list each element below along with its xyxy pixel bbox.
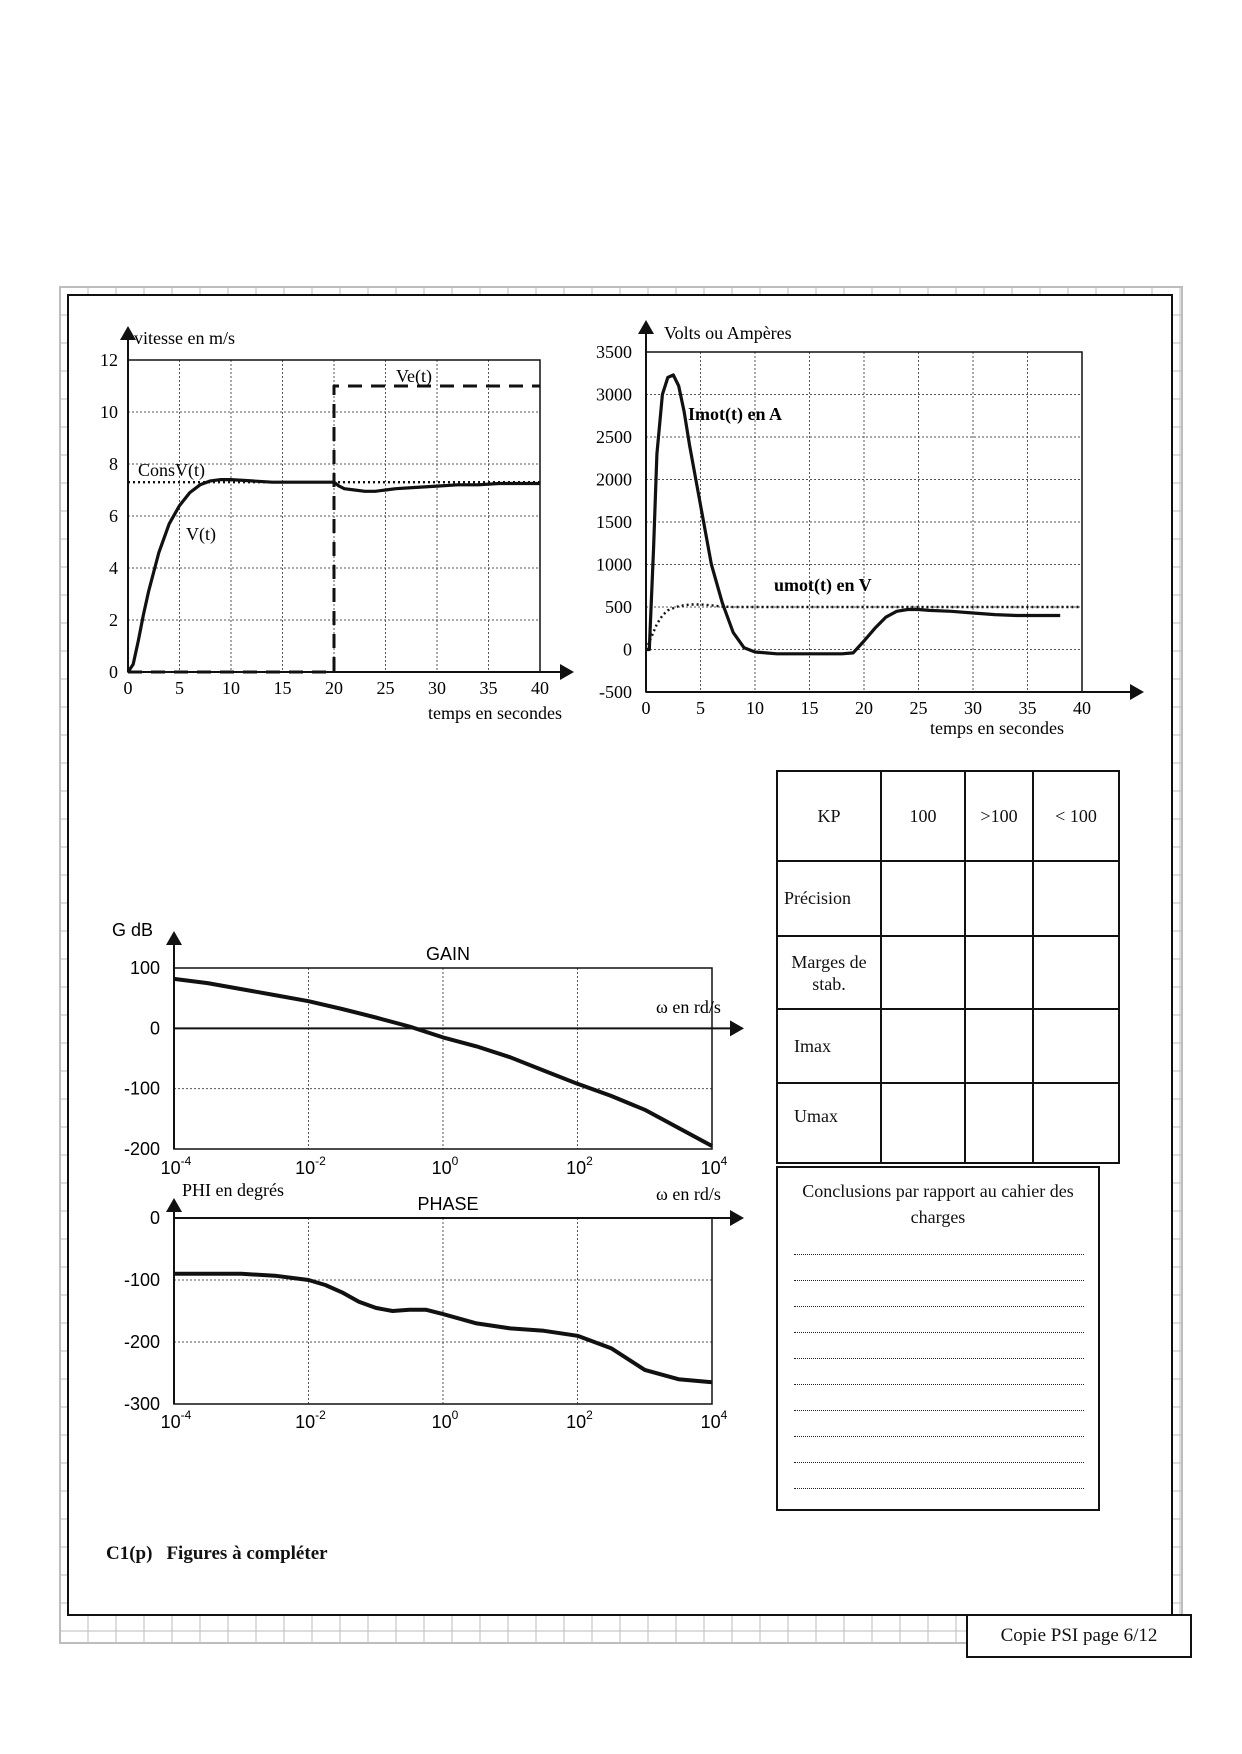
y-tick-label: -500 — [599, 682, 632, 702]
consv-label: ConsV(t) — [138, 460, 205, 480]
x-tick-label: 0 — [641, 698, 651, 718]
x-tick-base: 10 — [295, 1158, 316, 1178]
x-tick-label: 30 — [428, 678, 446, 698]
x-tick-label: 20 — [325, 678, 343, 698]
page-footer: Copie PSI page 6/12 — [966, 1614, 1192, 1658]
results-table — [776, 770, 1120, 1164]
table-header-lt100: < 100 — [1033, 771, 1119, 861]
table-row — [777, 1083, 1119, 1163]
conclusion-box — [776, 1166, 1100, 1511]
umot-label: umot(t) en V — [774, 575, 872, 595]
table-cell[interactable] — [1033, 1083, 1119, 1163]
y-tick-label: -300 — [123, 1394, 160, 1414]
table-cell[interactable] — [1033, 936, 1119, 1009]
answer-line[interactable] — [794, 1384, 1084, 1385]
omega-phase-label: ω en rd/s — [656, 1184, 721, 1204]
y-tick-label: 3000 — [596, 384, 632, 405]
table-header-100: 100 — [881, 771, 965, 861]
y-tick-label: 6 — [109, 506, 118, 526]
x-tick-exponent: 0 — [451, 1154, 459, 1168]
y-axis-label: Volts ou Ampères — [664, 323, 792, 343]
x-tick-label: 40 — [1073, 698, 1091, 718]
y-tick-label: 1000 — [596, 554, 632, 575]
y-tick-label: 0 — [109, 662, 118, 682]
x-tick-base: 10 — [160, 1158, 181, 1178]
x-tick-base: 10 — [431, 1158, 452, 1178]
answer-line[interactable] — [794, 1306, 1084, 1307]
x-tick-exponent: -4 — [180, 1154, 192, 1168]
table-header-row — [777, 771, 1119, 861]
row-label-imax: Imax — [777, 1009, 881, 1083]
y-tick-label: 0 — [149, 1208, 160, 1228]
y-tick-label: 0 — [149, 1018, 160, 1039]
x-tick-base: 10 — [566, 1412, 587, 1432]
table-cell[interactable] — [881, 1083, 965, 1163]
table-row — [777, 1009, 1119, 1083]
answer-line[interactable] — [794, 1358, 1084, 1359]
answer-line[interactable] — [794, 1436, 1084, 1437]
table-cell[interactable] — [965, 1083, 1033, 1163]
x-tick-exponent: -2 — [315, 1154, 326, 1168]
omega-gain-label: ω en rd/s — [656, 997, 721, 1017]
y-tick-label: 0 — [623, 639, 632, 660]
x-tick-exponent: 0 — [451, 1408, 459, 1422]
y-tick-label: 1500 — [596, 512, 632, 532]
imot-label: Imot(t) en A — [688, 404, 782, 424]
y-tick-label: 2500 — [596, 427, 632, 447]
y-tick-label: -200 — [123, 1332, 160, 1352]
y-tick-label: -200 — [123, 1139, 160, 1159]
figure-caption — [106, 1543, 342, 1565]
ve-label: Ve(t) — [396, 366, 432, 386]
x-axis-label: temps en secondes — [428, 703, 562, 723]
y-tick-label: 3500 — [596, 342, 632, 362]
x-tick-label: 0 — [123, 678, 133, 698]
answer-line[interactable] — [794, 1410, 1084, 1411]
y-tick-label: 100 — [129, 958, 160, 978]
table-header-gt100: >100 — [965, 771, 1033, 861]
chart-title: PHASE — [417, 1194, 479, 1214]
x-tick-label: 10 — [222, 678, 240, 698]
answer-line[interactable] — [794, 1254, 1084, 1255]
y-axis-label: G dB — [112, 920, 154, 940]
row-label-marges: Marges de stab. — [777, 936, 881, 1009]
y-tick-label: 12 — [100, 350, 118, 370]
caption-text: Figures à compléter — [166, 1543, 328, 1564]
x-tick-exponent: 4 — [720, 1408, 728, 1422]
table-cell[interactable] — [881, 1009, 965, 1083]
x-tick-exponent: 2 — [586, 1408, 593, 1422]
vt-label: V(t) — [186, 524, 216, 544]
table-cell[interactable] — [1033, 1009, 1119, 1083]
x-tick-label: 25 — [909, 698, 928, 718]
answer-line[interactable] — [794, 1332, 1084, 1333]
answer-line[interactable] — [794, 1462, 1084, 1463]
table-cell[interactable] — [881, 936, 965, 1009]
table-cell[interactable] — [965, 861, 1033, 936]
conclusion-title: Conclusions par rapport au cahier des charges — [802, 1181, 1074, 1227]
row-label-umax: Umax — [777, 1083, 881, 1163]
chart-title: GAIN — [425, 944, 471, 964]
x-tick-label: 5 — [696, 698, 705, 718]
x-tick-base: 10 — [295, 1412, 316, 1432]
y-tick-label: 10 — [100, 402, 118, 422]
y-axis-label: PHI en degrés — [182, 1180, 284, 1200]
x-tick-base: 10 — [431, 1412, 452, 1432]
x-tick-label: 15 — [800, 698, 819, 718]
x-tick-label: 20 — [855, 698, 873, 718]
y-tick-label: 2000 — [596, 469, 632, 490]
table-cell[interactable] — [1033, 861, 1119, 936]
x-tick-label: 25 — [376, 678, 395, 698]
y-tick-label: 8 — [109, 454, 118, 474]
x-axis-label: temps en secondes — [930, 718, 1064, 738]
x-tick-label: 15 — [273, 678, 292, 698]
x-tick-label: 35 — [1018, 698, 1037, 718]
y-axis-label: vitesse en m/s — [134, 328, 235, 348]
x-tick-label: 10 — [746, 698, 764, 718]
table-cell[interactable] — [965, 936, 1033, 1009]
x-tick-label: 40 — [531, 678, 549, 698]
y-tick-label: 500 — [605, 597, 632, 617]
x-tick-exponent: 4 — [720, 1154, 728, 1168]
answer-line[interactable] — [794, 1280, 1084, 1281]
caption-label: C1(p) — [106, 1543, 153, 1564]
x-tick-exponent: -2 — [315, 1408, 326, 1422]
x-tick-exponent: -4 — [180, 1408, 192, 1422]
x-tick-base: 10 — [700, 1158, 721, 1178]
x-tick-exponent: 2 — [586, 1154, 593, 1168]
x-tick-base: 10 — [160, 1412, 181, 1432]
answer-line[interactable] — [794, 1488, 1084, 1489]
y-tick-label: 4 — [109, 558, 118, 578]
table-cell[interactable] — [965, 1009, 1033, 1083]
x-tick-base: 10 — [566, 1158, 587, 1178]
x-tick-label: 5 — [175, 678, 184, 698]
row-label-precision: Précision — [777, 861, 881, 936]
table-row — [777, 861, 1119, 936]
y-tick-label: 2 — [109, 610, 118, 630]
table-cell[interactable] — [881, 861, 965, 936]
table-row — [777, 936, 1119, 1009]
y-tick-label: -100 — [123, 1270, 160, 1290]
x-tick-label: 30 — [964, 698, 982, 718]
y-tick-label: -100 — [123, 1078, 160, 1099]
table-header-kp: KP — [777, 771, 881, 861]
x-tick-base: 10 — [700, 1412, 721, 1432]
x-tick-label: 35 — [479, 678, 498, 698]
